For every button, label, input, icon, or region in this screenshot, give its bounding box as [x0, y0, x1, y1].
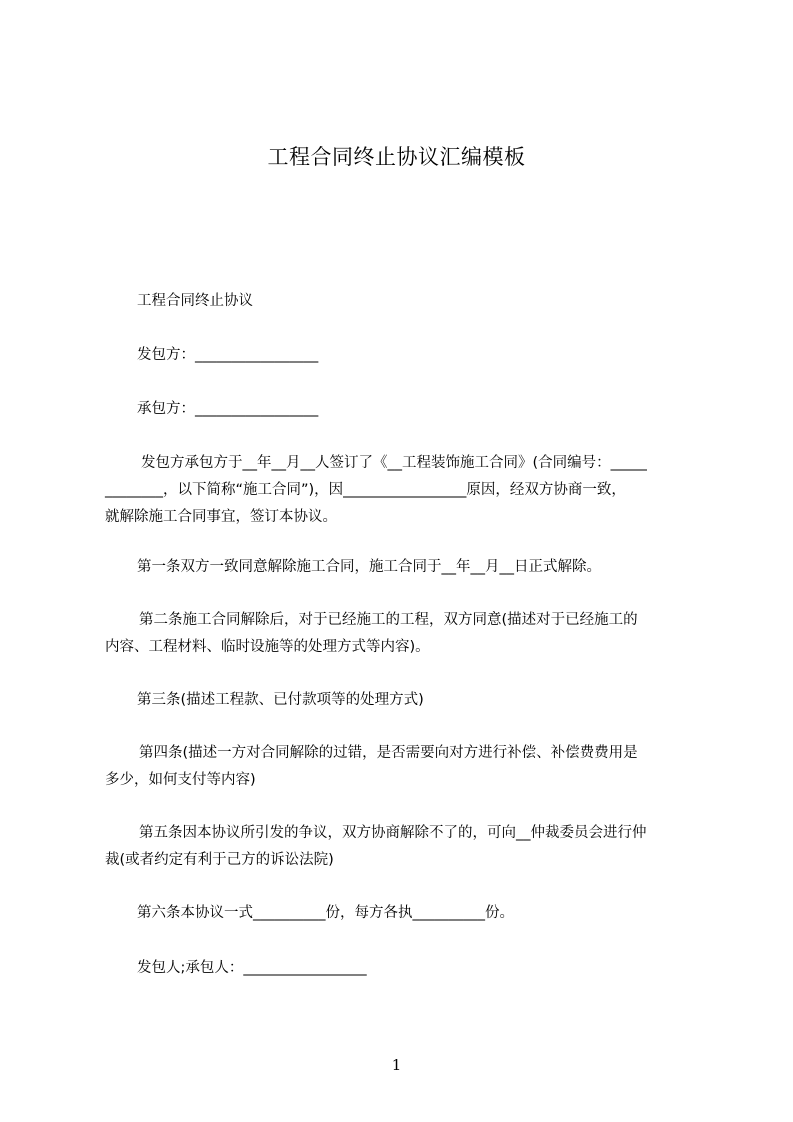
- article-2: [105, 607, 703, 661]
- article-2-line-2: 内容、工程材料、临时设施等的处理方式等内容)。: [105, 639, 430, 655]
- intro-line-2: ________，以下简称“施工合同”)，因_________________原因，经双方协商一致，: [105, 482, 626, 498]
- article-4-line-1: 第四条(描述一方对合同解除的过错，是否需要向对方进行补偿、补偿费费用是: [139, 745, 638, 761]
- article-5-line-1: 第五条因本协议所引发的争议，双方协商解除不了的，可向__仲裁委员会进行仲: [139, 825, 647, 841]
- article-6: 第六条本协议一式__________份，每方各执__________份。: [137, 905, 514, 921]
- article-1: 第一条双方一致同意解除施工合同，施工合同于__年__月__日正式解除。: [137, 559, 601, 575]
- signature-line: 发包人;承包人：_________________: [137, 960, 367, 976]
- article-5-line-2: 裁(或者约定有利于己方的诉讼法院): [105, 852, 334, 868]
- article-5: [105, 820, 703, 874]
- document-title: 工程合同终止协议汇编模板: [267, 145, 526, 169]
- article-3: 第三条(描述工程款、已付款项等的处理方式): [137, 692, 424, 708]
- article-2-line-1: 第二条施工合同解除后，对于已经施工的工程，双方同意(描述对于已经施工的: [139, 612, 638, 628]
- intro-line-1: 发包方承包方于__年__月__人签订了《__工程装饰施工合同》(合同编号：_____: [141, 455, 647, 471]
- article-4: [105, 740, 703, 794]
- contractor-line: 承包方：_________________: [137, 401, 319, 417]
- employer-line: 发包方：_________________: [137, 347, 319, 363]
- article-4-line-2: 多少，如何支付等内容): [105, 772, 256, 788]
- agreement-subtitle: 工程合同终止协议: [137, 293, 253, 309]
- intro-paragraph: [105, 450, 703, 531]
- intro-line-3: 就解除施工合同事宜，签订本协议。: [105, 509, 337, 525]
- page-number: 1: [391, 1056, 402, 1074]
